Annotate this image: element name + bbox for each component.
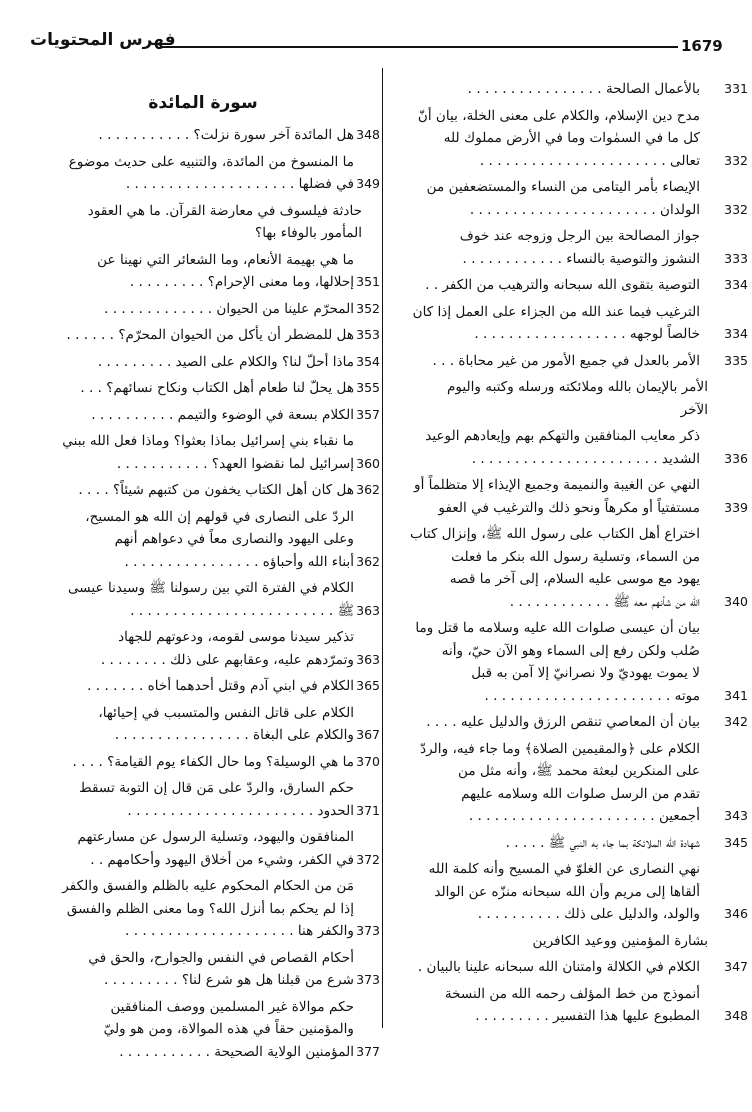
- right-column: [394, 78, 748, 1032]
- entry-page-number: 348: [724, 1008, 748, 1023]
- index-entry: [38, 626, 380, 671]
- index-entry: [38, 777, 380, 822]
- entry-text-line: بشارة المؤمنين ووعيد الكافرين: [532, 932, 708, 949]
- index-entry: [394, 274, 748, 297]
- entry-text-line: تذكير سيدنا موسى لقومه، ودعوتهم للجهاد: [118, 629, 354, 645]
- entry-page-number: 371: [356, 802, 380, 818]
- index-entry: [394, 617, 748, 707]
- entry-text-line: ما هي بهيمة الأنعام، وما الشعائر التي نهينا عن: [97, 251, 354, 268]
- entry-text-line: هل للمضطر أن يأكل من الحيوان المحرّم؟ . . . . . .: [66, 327, 354, 343]
- entry-text-line: اختراع أهل الكتاب على رسول الله ﷺ، وإنزال كتاب: [409, 526, 700, 542]
- entry-text-line: تعالى . . . . . . . . . . . . . . . . . . . . . .: [479, 152, 700, 169]
- index-entry: [394, 350, 748, 373]
- index-entry: [38, 751, 380, 774]
- entry-text-line: الولدان . . . . . . . . . . . . . . . . . . . . . .: [469, 201, 700, 218]
- entry-text-line: الكلام في الكلالة وامتنان الله سبحانه علينا بالبيان .: [417, 959, 700, 975]
- entry-text-line: يهود مع موسى عليه السلام، إلى آخر ما قصه: [449, 571, 700, 587]
- entry-text-line: على المنكرين لبعثة محمد ﷺ، وأنه مثل من: [458, 763, 700, 779]
- entry-text-line: ألقاها إلى مريم وأن الله سبحانه منزّه عن الوالد: [434, 883, 700, 900]
- header-rule: [160, 46, 678, 48]
- index-entry: [38, 702, 380, 747]
- entry-text-line: أحكام القصاص في النفس والجوارح، والحق في: [88, 949, 354, 966]
- entry-text-line: مَن من الحكام المحكوم عليه بالظلم والفسق والكفر: [62, 878, 354, 894]
- running-head-title: فهرس المحتويات: [30, 30, 176, 50]
- page-number: 1679: [681, 37, 723, 55]
- entry-text-line: ما هي الوسيلة؟ وما حال الكفاء يوم القيامة؟ . . . .: [72, 753, 354, 770]
- index-entry: [394, 474, 748, 519]
- entry-page-number: 332: [724, 152, 748, 168]
- entry-text-line: الكلام بسعة في الوضوء والتيمم . . . . . . . . . .: [91, 406, 354, 423]
- entry-text-line: بيان أن عيسى صلوات الله عليه وسلامه ما قتل وما: [415, 620, 700, 636]
- entry-page-number: 342: [724, 714, 748, 729]
- entry-text-line: ما المنسوخ من المائدة، والتنبيه على حديث موضوع: [68, 153, 354, 170]
- index-entry: [38, 124, 380, 147]
- index-entry: [38, 875, 380, 943]
- entry-text-line: إذا لم يحكم بما أنزل الله؟ وما معنى الظلم والفسق: [66, 900, 354, 917]
- entry-text-line: وتمرّدهم عليه، وعقابهم على ذلك . . . . . . . .: [100, 651, 354, 668]
- left-column-entries: [38, 124, 380, 1063]
- entry-text-line: هل المائدة آخر سورة نزلت؟ . . . . . . . . . . .: [98, 127, 354, 143]
- index-entry: [38, 200, 368, 245]
- surah-heading: سورة المائدة: [148, 93, 258, 113]
- entry-page-number: 334: [724, 326, 748, 341]
- entry-text-line: بيان أن المعاصي تنقص الرزق والدليل عليه . . . .: [426, 714, 700, 730]
- index-entry: [38, 377, 380, 400]
- index-entry: [394, 738, 748, 828]
- entry-text-line: الأمر بالعدل في جميع الأمور من غير محاباة . . .: [432, 352, 700, 369]
- entry-text-line: ذكر معايب المنافقين والتهكم بهم وإيعادهم الوعيد: [425, 428, 700, 444]
- entry-page-number: 334: [724, 277, 748, 292]
- index-entry: [394, 956, 748, 979]
- entry-text-line: الكلام في ابني آدم وقتل أحدهما أخاه . . . . . . .: [87, 678, 354, 694]
- index-entry: [38, 996, 380, 1064]
- entry-text-line: صُلب ولكن رفع إلى السماء وهو الآن حيّ، وأنه: [441, 642, 700, 659]
- entry-text-line: ما نقباء بني إسرائيل بماذا بعثوا؟ وماذا فعل الله ببني: [62, 433, 354, 449]
- entry-text-line: خالصاً لوجهه . . . . . . . . . . . . . . . . . .: [474, 326, 700, 342]
- entry-text-line: أبناء الله وأحباؤه . . . . . . . . . . . . . . . .: [124, 553, 354, 570]
- index-entry: [394, 711, 748, 734]
- index-entry: [38, 351, 380, 374]
- entry-text-line: شهادة الله الملائكة بما جاء به النبي ﷺ . . . . .: [505, 834, 700, 851]
- entry-text-line: إحلالها، وما معنى الإحرام؟ . . . . . . . . .: [129, 274, 354, 290]
- entry-text-line: الإيصاء بأمر اليتامى من النساء والمستضعفين من: [426, 179, 700, 195]
- entry-page-number: 336: [724, 450, 748, 466]
- index-entry: [38, 947, 380, 992]
- entry-text-line: الآخر: [680, 401, 708, 418]
- entry-page-number: 377: [356, 1043, 380, 1059]
- index-entry: [38, 404, 380, 427]
- entry-text-line: المأمور بالوفاء بها؟: [255, 225, 362, 241]
- entry-page-number: 365: [356, 678, 380, 693]
- entry-text-line: مدح دين الإسلام، والكلام على معنى الخلة، بيان أنّ: [417, 107, 700, 124]
- entry-page-number: 331: [724, 81, 748, 96]
- entry-page-number: 354: [356, 353, 380, 369]
- entry-text-line: لا يموت يهوديّ ولا نصرانيّ إلا آمن به قبل: [471, 665, 700, 681]
- entry-page-number: 351: [356, 274, 380, 289]
- index-entry: [38, 826, 380, 871]
- entry-text-line: جواز المصالحة بين الرجل وزوجه عند خوف: [459, 228, 700, 244]
- entry-page-number: 335: [724, 352, 748, 368]
- entry-text-line: الكلام على قاتل النفس والمتسبب في إحيائها،: [98, 704, 354, 721]
- index-entry: [38, 479, 380, 502]
- entry-text-line: النشوز والتوصية بالنساء . . . . . . . . . . . .: [462, 250, 700, 267]
- entry-text-line: الله من شأنهم معه ﷺ . . . . . . . . . . . .: [509, 593, 700, 610]
- index-entry: [394, 832, 748, 855]
- entry-page-number: 349: [356, 176, 380, 191]
- entry-page-number: 362: [356, 553, 380, 569]
- entry-text-line: حكم موالاة غير المسلمين ووصف المنافقين: [110, 998, 354, 1015]
- entry-text-line: والمؤمنين حقاً في هذه الموالاة، ومن هو وليّ: [103, 1021, 354, 1037]
- entry-text-line: أجمعين . . . . . . . . . . . . . . . . . . . . . .: [468, 808, 700, 824]
- index-entry: [38, 577, 380, 622]
- entry-text-line: المنافقون واليهود، وتسلية الرسول عن مسارعتهم: [77, 829, 354, 845]
- entry-text-line: حادثة فيلسوف في معارضة القرآن. ما هي العقود: [87, 202, 362, 219]
- entry-text-line: في فضلها . . . . . . . . . . . . . . . . . . . .: [125, 176, 354, 192]
- entry-text-line: إسرائيل لما نقضوا العهد؟ . . . . . . . . . . .: [116, 455, 354, 472]
- index-entry: [394, 425, 748, 470]
- entry-text-line: بالأعمال الصالحة . . . . . . . . . . . . . . . .: [467, 81, 700, 97]
- entry-page-number: 343: [724, 808, 748, 823]
- entry-text-line: ماذا أحلّ لنا؟ والكلام على الصيد . . . . . . . . .: [97, 353, 354, 370]
- index-entry: [394, 858, 748, 926]
- index-entry: [394, 523, 748, 613]
- entry-text-line: تقدم من الرسل صلوات الله وسلامه عليهم: [461, 785, 700, 802]
- entry-text-line: التوصية بتقوى الله سبحانه والترهيب من الكفر . .: [425, 277, 700, 293]
- left-column: [38, 88, 380, 1067]
- entry-page-number: 352: [356, 300, 380, 316]
- index-entry: [394, 225, 748, 270]
- entry-page-number: 367: [356, 727, 380, 742]
- entry-text-line: هل كان أهل الكتاب يخفون من كتبهم شيئاً؟ . . . .: [78, 482, 354, 498]
- entry-text-line: الشديد . . . . . . . . . . . . . . . . . . . . . .: [471, 450, 700, 467]
- entry-page-number: 348: [356, 127, 380, 142]
- index-entry: [38, 675, 380, 698]
- entry-page-number: 362: [356, 482, 380, 497]
- entry-text-line: النهي عن الغيبة والنميمة وجميع الإيذاء إلا متظلماً أو: [414, 477, 700, 493]
- entry-text-line: من السماء، وتسلية رسول الله بنكر ما فعلت: [451, 548, 700, 565]
- entry-text-line: الكلام في الفترة التي بين رسولنا ﷺ وسيدنا عيسى: [67, 580, 354, 596]
- entry-page-number: 353: [356, 327, 380, 342]
- entry-page-number: 363: [356, 651, 380, 667]
- entry-page-number: 333: [724, 250, 748, 266]
- index-entry: [394, 105, 748, 173]
- index-entry: [38, 506, 380, 574]
- index-entry: [394, 376, 714, 421]
- entry-page-number: 355: [356, 380, 380, 395]
- index-entry: [394, 983, 748, 1028]
- entry-text-line: شرع من قبلنا هل هو شرع لنا؟ . . . . . . . . .: [104, 972, 354, 988]
- entry-text-line: الكلام على ﴿والمقيمين الصلاة﴾ وما جاء فيه، والردّ: [420, 740, 700, 757]
- entry-page-number: 373: [356, 923, 380, 938]
- entry-page-number: 363: [356, 602, 380, 618]
- entry-text-line: والولد، والدليل على ذلك . . . . . . . . . .: [477, 906, 700, 922]
- entry-page-number: 339: [724, 499, 748, 515]
- entry-page-number: 347: [724, 959, 748, 974]
- index-entry: [394, 930, 714, 953]
- entry-text-line: الردّ على النصارى في قولهم إن الله هو المسيح،: [85, 508, 354, 525]
- entry-text-line: أنموذج من خط المؤلف رحمه الله من النسخة: [444, 985, 700, 1002]
- index-entry: [38, 298, 380, 321]
- entry-page-number: 340: [724, 593, 748, 609]
- entry-text-line: المؤمنين الولاية الصحيحة . . . . . . . . . . .: [119, 1043, 354, 1060]
- index-entry: [38, 151, 380, 196]
- entry-text-line: المطبوع عليها هذا التفسير . . . . . . . . .: [475, 1008, 700, 1024]
- entry-text-line: والكفر هنا . . . . . . . . . . . . . . . . . . . .: [125, 923, 354, 939]
- entry-page-number: 357: [356, 406, 380, 422]
- index-entry: [38, 324, 380, 347]
- entry-text-line: ﷺ . . . . . . . . . . . . . . . . . . . . . . . .: [130, 602, 354, 619]
- index-entry: [394, 78, 748, 101]
- entry-text-line: في الكفر، وشيء من أخلاق اليهود وأحكامهم . .: [90, 851, 354, 868]
- index-entry: [38, 249, 380, 294]
- entry-page-number: 360: [356, 455, 380, 471]
- entry-page-number: 373: [356, 972, 380, 987]
- entry-page-number: 341: [724, 687, 748, 703]
- entry-text-line: موته . . . . . . . . . . . . . . . . . . . . . .: [484, 687, 700, 704]
- entry-page-number: 370: [356, 753, 380, 769]
- entry-text-line: هل يحلّ لنا طعام أهل الكتاب ونكاح نسائهم؟ . . .: [80, 380, 354, 396]
- entry-text-line: مستفتياً أو مكرهاً ونحو ذلك والترغيب في العفو: [438, 499, 700, 516]
- entry-text-line: كل ما في السمٰوات وما في الأرض مملوك لله: [443, 130, 700, 146]
- entry-text-line: والكلام على البغاة . . . . . . . . . . . . . . . .: [114, 727, 354, 743]
- column-divider: [382, 68, 383, 1028]
- entry-text-line: الترغيب فيما عند الله من الجزاء على العمل إذا كان: [412, 303, 700, 320]
- entry-page-number: 346: [724, 906, 748, 921]
- entry-text-line: وعلى اليهود والنصارى معاً في دعواهم أنهم: [114, 531, 354, 547]
- index-entry: [394, 176, 748, 221]
- entry-text-line: الحدود . . . . . . . . . . . . . . . . . . . . . .: [127, 802, 354, 819]
- entry-text-line: حكم السارق، والردّ على مَن قال إن التوبة تسقط: [79, 780, 354, 796]
- entry-page-number: 345: [724, 834, 748, 850]
- entry-text-line: نهي النصارى عن الغلوّ في المسيح وأنه كلمة الله: [428, 861, 700, 877]
- entry-text-line: الأمر بالإيمان بالله وملائكته ورسله وكتبه واليوم: [446, 379, 708, 395]
- entry-text-line: المحرّم علينا من الحيوان . . . . . . . . . . . . .: [104, 300, 354, 317]
- index-entry: [38, 430, 380, 475]
- entry-page-number: 332: [724, 201, 748, 217]
- index-entry: [394, 301, 748, 346]
- entry-page-number: 372: [356, 851, 380, 867]
